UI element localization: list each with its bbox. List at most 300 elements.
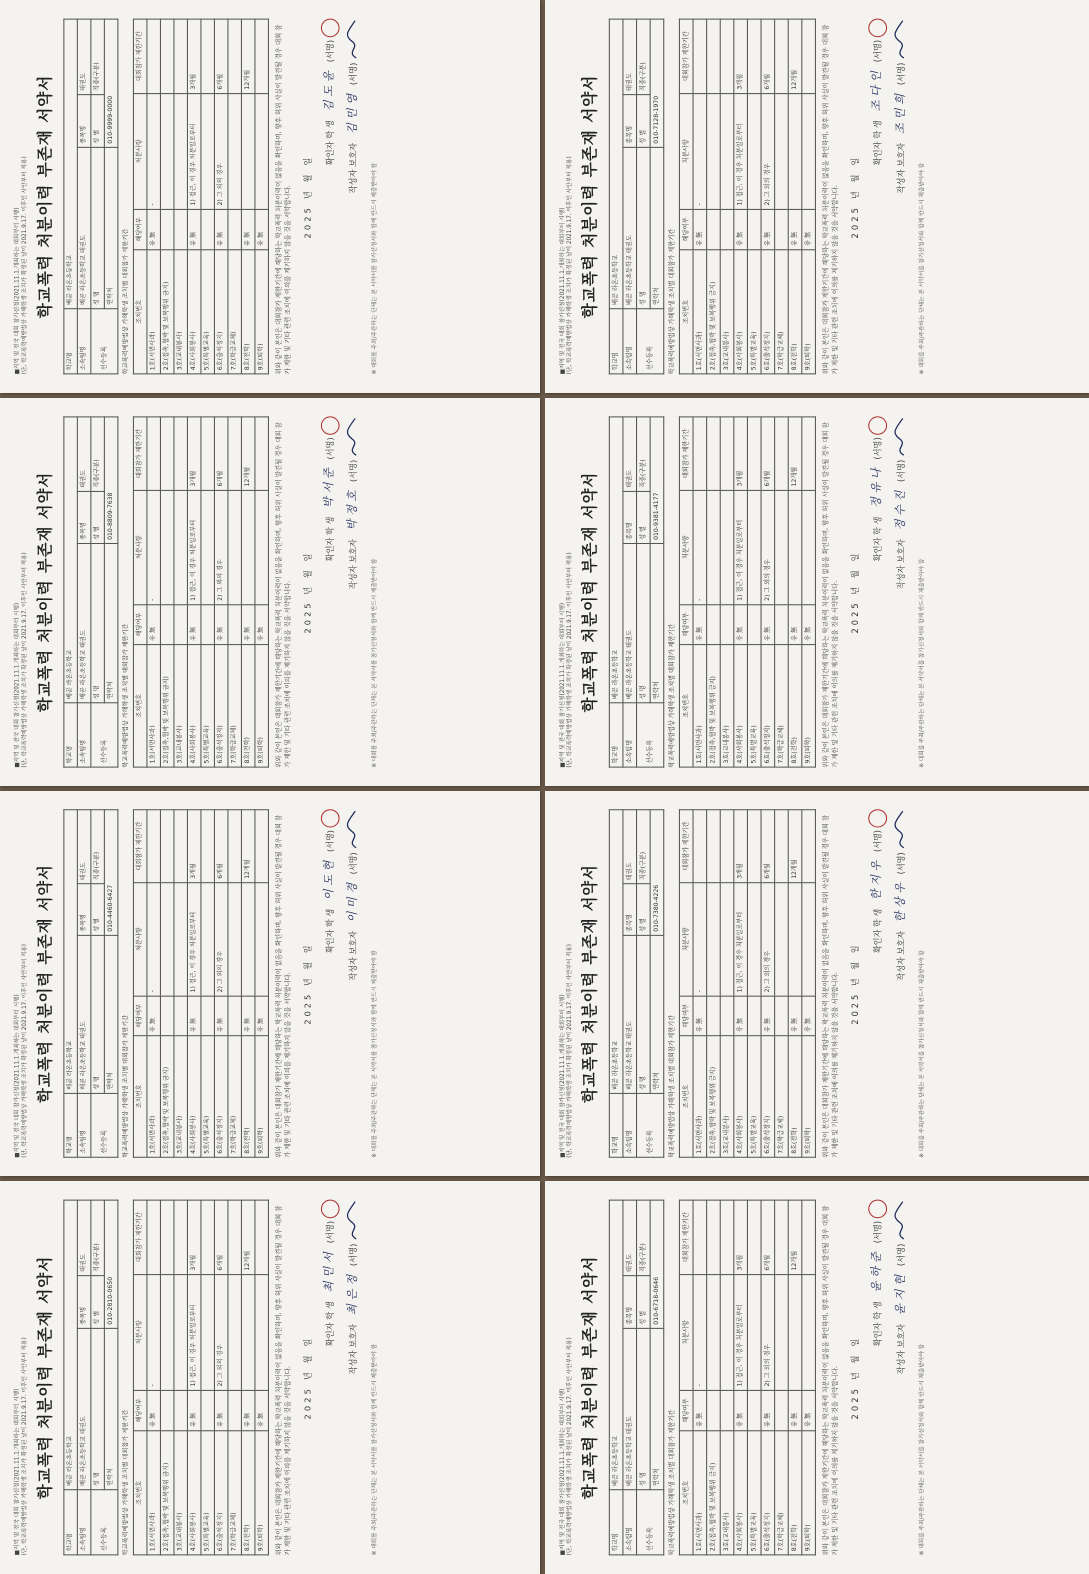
phone-label: 연락처 — [104, 147, 118, 308]
cell-limit — [707, 417, 721, 490]
date-line: 2025 년 월 일 — [303, 1335, 313, 1420]
notice-line-1: ■지역 및 전국 대회 참가신청(2021.11.1.개최하는 대회부터 시행) — [14, 994, 21, 1158]
pledge-document — [545, 791, 1089, 1176]
cell-limit — [174, 417, 188, 490]
paper-sheet — [545, 398, 1089, 786]
gender-label: 성 별 — [637, 1276, 651, 1329]
school-label: 학교명 — [64, 1093, 78, 1157]
cell-rule: 1) 접근, 이 경우 처분일로부터 — [734, 1274, 748, 1390]
cell-limit: 12개월 — [242, 417, 256, 490]
cell-rule — [174, 93, 188, 209]
notice-line-2: (단, 학교폭력예방법상 가해학생 조치가 확정된 날이 2021.9.17. 이후인 사안부터 적용) — [567, 552, 574, 768]
table-row — [734, 810, 748, 1158]
signature-stamp-icon — [868, 809, 887, 827]
date-line: 2025 년 월 일 — [850, 942, 860, 1025]
school-label: 학교명 — [64, 703, 78, 767]
cell-limit — [748, 1200, 762, 1274]
notice-top — [560, 19, 576, 375]
table-row — [761, 417, 775, 767]
guardian-label: 보호자 — [348, 142, 358, 167]
cell-measure: 4호(사회봉사) — [734, 644, 748, 767]
cell-rule — [748, 490, 762, 604]
footnote: ※ 대회를 주최/주관하는 단체는 본 서약서를 참가신청서와 함께 반드시 제출받아야 함 — [371, 950, 378, 1158]
section-header: 학교폭력예방법상 가해학생 조치별 대회참가 제한기간 — [122, 1409, 130, 1556]
cell-measure: 4호(사회봉사) — [734, 250, 748, 374]
student-name-handwritten: 이 도 현 — [322, 860, 336, 901]
phone-value: 010-9381-4177 — [650, 417, 664, 544]
cell-check — [775, 996, 789, 1036]
cell-rule — [161, 490, 175, 604]
cell-check: 유 無 — [188, 209, 202, 249]
cell-measure: 8호(전학) — [788, 644, 802, 767]
cell-check: 유 無 — [255, 209, 269, 249]
affiliation-label: 소속팀명 — [623, 703, 637, 767]
guardian-name-handwritten: 한 상 우 — [893, 882, 907, 923]
col-rule: 처분사항 — [680, 1274, 694, 1390]
cell-limit — [174, 1200, 188, 1274]
cell-rule — [228, 882, 242, 996]
student-info-table — [609, 19, 664, 375]
cell-rule — [201, 882, 215, 996]
cell-limit: 6개월 — [761, 1200, 775, 1274]
paper-sheet — [545, 791, 1089, 1176]
cell-limit: 12개월 — [242, 810, 256, 883]
affiliation-label: 소속팀명 — [623, 1093, 637, 1157]
cell-rule — [802, 1274, 816, 1390]
student-label: 학 생 — [872, 120, 883, 139]
event-value: 태권도 — [77, 810, 91, 884]
player-no-label: 선수등록 — [91, 1093, 118, 1157]
cell-rule — [775, 882, 789, 996]
cell-check — [707, 604, 721, 644]
player-no-label: 선수등록 — [637, 309, 664, 374]
cell-limit — [174, 19, 188, 93]
guardian-sign-row — [893, 19, 909, 375]
sign-label: (서명) — [325, 437, 335, 460]
guardian-name-handwritten: 최 은 정 — [345, 1274, 359, 1316]
phone-label: 연락처 — [104, 543, 118, 702]
school-label: 학교명 — [64, 1490, 78, 1555]
cell-limit — [775, 1200, 789, 1274]
cell-check: 유 無 — [802, 604, 816, 644]
cell-measure: 4호(사회봉사) — [188, 644, 202, 767]
table-row — [693, 1200, 707, 1555]
pledge-document — [0, 0, 540, 393]
table-row — [174, 19, 188, 374]
cell-rule: 2) 그 외의 경우 — [215, 93, 229, 209]
cell-measure: 4호(사회봉사) — [188, 1036, 202, 1158]
class-label: 직종(구분) — [637, 1200, 651, 1275]
guardian-sign-row — [893, 416, 909, 767]
cell-check: 유 無 — [734, 604, 748, 644]
table-row — [734, 417, 748, 767]
cell-rule: 1) 접근, 이 경우 처분일로부터 — [734, 93, 748, 209]
cell-rule — [720, 490, 734, 604]
table-row — [802, 1200, 816, 1555]
cell-measure: 7호(학급교체) — [228, 1036, 242, 1158]
student-name-handwritten: 박 서 준 — [322, 468, 336, 508]
phone-value: 010-9999-0000 — [104, 19, 118, 147]
pledge-document — [0, 791, 540, 1176]
sign-label: (서명) — [325, 39, 335, 63]
guardian-name-handwritten: 윤 지 현 — [893, 1274, 907, 1316]
cell-check — [161, 1390, 175, 1430]
writer-label: 작성자 — [896, 169, 906, 194]
date-line: 2025 년 월 일 — [303, 154, 313, 239]
cell-rule — [775, 93, 789, 209]
cell-check — [201, 209, 215, 249]
measures-table — [679, 19, 816, 375]
affiliation-value: 배곧 라온초등학교 태권도 — [77, 1328, 91, 1489]
guardian-label: 보호자 — [896, 539, 906, 563]
paper-sheet — [545, 1181, 1089, 1574]
cell-rule — [201, 490, 215, 604]
guardian-label: 보호자 — [896, 1323, 906, 1348]
phone-label: 연락처 — [650, 543, 664, 702]
rotated-content — [545, 791, 1089, 1176]
student-info-table — [63, 416, 118, 767]
notice-top — [560, 809, 576, 1158]
cell-check — [228, 1390, 242, 1430]
signature-scribble-icon — [894, 416, 909, 457]
section-header: 학교폭력예방법상 가해학생 조치별 대회참가 제한기간 — [668, 228, 676, 375]
sign-label-2: (서명) — [348, 62, 358, 86]
cell-measure: 5호(특별교육) — [201, 250, 215, 374]
table-row — [201, 417, 215, 767]
school-label: 학교명 — [609, 703, 623, 767]
cell-measure: 2호(접촉,협박 및 보복행위 금지) — [707, 644, 721, 767]
cell-measure: 8호(전학) — [242, 1431, 256, 1555]
cell-measure: 1호(서면사과) — [693, 1431, 707, 1555]
notice-line-2: (단, 학교폭력예방법상 가해학생 조치가 확정된 날이 2021.9.17. 이후인 사안부터 적용) — [567, 156, 574, 375]
student-label: 학 생 — [325, 516, 335, 536]
cell-limit — [228, 1200, 242, 1274]
writer-label: 작성자 — [348, 957, 358, 981]
guardian-sign-row — [345, 416, 360, 767]
cell-rule: - — [693, 93, 707, 209]
name-label: 성 명 — [91, 935, 105, 1093]
cell-rule — [720, 93, 734, 209]
table-row — [748, 810, 762, 1158]
cell-limit: 12개월 — [242, 1200, 256, 1274]
cell-rule: 2) 그 외의 경우 — [761, 882, 775, 996]
sign-label: (서명) — [872, 437, 883, 460]
cell-measure: 5호(특별교육) — [201, 644, 215, 767]
cell-rule: 1) 접근, 이 경우 처분일로부터 — [188, 490, 202, 604]
cell-measure: 3호(교내봉사) — [720, 1431, 734, 1555]
school-value: 배곧 라온초등학교 — [64, 1200, 78, 1489]
table-row — [188, 19, 202, 374]
notice-top — [15, 809, 30, 1158]
student-info-table — [63, 19, 118, 375]
confirm-label: 확인자 — [872, 141, 883, 166]
cell-limit — [147, 810, 161, 883]
table-row — [788, 417, 802, 767]
table-row — [255, 810, 269, 1158]
cell-rule: 2) 그 외의 경우 — [215, 490, 229, 604]
cell-measure: 1호(서면사과) — [693, 644, 707, 767]
cell-rule — [255, 93, 269, 209]
cell-rule: 1) 접근, 이 경우 처분일로부터 — [188, 882, 202, 996]
cell-rule — [802, 93, 816, 209]
col-measure: 조치번호 — [680, 1431, 694, 1555]
notice-line-1: ■지역 및 전국 대회 참가신청(2021.11.1.개최하는 대회부터 시행) — [14, 207, 21, 375]
measures-table — [133, 1200, 269, 1556]
table-row — [707, 1200, 721, 1555]
cell-check: 유 無 — [255, 1390, 269, 1430]
document-title: 학교폭력 처분이력 부존재 서약서 — [580, 864, 600, 1103]
footnote: ※ 대회를 주최/주관하는 단체는 본 서약서를 참가신청서와 함께 반드시 제출받아야 함 — [919, 1343, 926, 1556]
cell-limit — [775, 417, 789, 490]
sign-label: (서명) — [872, 39, 883, 63]
cell-rule — [242, 882, 256, 996]
footnote: ※ 대회를 주최/주관하는 단체는 본 서약서를 참가신청서와 함께 반드시 제출받아야 함 — [919, 558, 926, 768]
footnote: ※ 대회를 주최/주관하는 단체는 본 서약서를 참가신청서와 함께 반드시 제출받아야 함 — [919, 162, 926, 375]
pledge-document — [545, 1181, 1089, 1574]
phone-value: 010-4460-6427 — [104, 810, 118, 936]
school-label: 학교명 — [609, 1093, 623, 1157]
cell-measure: 5호(특별교육) — [748, 644, 762, 767]
cell-rule — [775, 490, 789, 604]
affiliation-label: 소속팀명 — [623, 309, 637, 374]
document-title: 학교폭력 처분이력 부존재 서약서 — [580, 74, 600, 319]
cell-measure: 3호(교내봉사) — [720, 250, 734, 374]
cell-check: 유 無 — [188, 1390, 202, 1430]
table-row — [201, 810, 215, 1158]
cell-check — [707, 1390, 721, 1430]
sign-label: (서명) — [325, 1220, 335, 1244]
table-row — [161, 1200, 175, 1555]
sign-label-2: (서명) — [348, 1243, 358, 1267]
col-limit: 대회참가 제한기간 — [680, 417, 694, 490]
cell-limit — [720, 810, 734, 883]
cell-measure: 6호(출석정지) — [215, 250, 229, 374]
cell-limit: 3개월 — [188, 810, 202, 883]
cell-measure: 9호(퇴학) — [802, 644, 816, 767]
event-value: 태권도 — [623, 810, 637, 884]
date-line: 2025 년 월 일 — [850, 1335, 860, 1420]
document-title: 학교폭력 처분이력 부존재 서약서 — [35, 1255, 54, 1500]
cell-rule: - — [693, 1274, 707, 1390]
cell-check: 유 無 — [788, 604, 802, 644]
sign-label: (서명) — [872, 830, 883, 853]
guardian-sign-row — [893, 809, 909, 1158]
class-label: 직종(구분) — [637, 417, 651, 491]
table-row — [255, 1200, 269, 1555]
rotated-content — [545, 1181, 1089, 1574]
student-info-table — [63, 1200, 118, 1556]
signature-stamp-icon — [321, 1200, 340, 1219]
student-label: 학 생 — [872, 1301, 883, 1320]
cell-check — [775, 209, 789, 249]
phone-value: 010-7128-1970 — [650, 19, 664, 147]
cell-limit: 12개월 — [788, 1200, 802, 1274]
sign-row — [321, 416, 340, 767]
cell-rule — [802, 882, 816, 996]
table-row — [775, 1200, 789, 1555]
player-no-label: 선수등록 — [637, 703, 664, 767]
event-value: 태권도 — [77, 19, 91, 94]
cell-measure: 8호(전학) — [242, 250, 256, 374]
cell-check — [748, 604, 762, 644]
cell-check — [201, 1390, 215, 1430]
cell-check — [720, 604, 734, 644]
affiliation-label: 소속팀명 — [77, 1093, 91, 1157]
player-no-label: 선수등록 — [91, 309, 118, 374]
cell-measure: 9호(퇴학) — [802, 1431, 816, 1555]
section-header: 학교폭력예방법상 가해학생 조치별 대회참가 제한기간 — [668, 1409, 676, 1556]
cell-rule: 2) 그 외의 경우 — [215, 1274, 229, 1390]
table-row — [693, 417, 707, 767]
cell-measure: 9호(퇴학) — [255, 644, 269, 767]
table-row — [228, 810, 242, 1158]
table-row — [147, 810, 161, 1158]
sign-row — [868, 19, 887, 375]
signature-scribble-icon — [346, 416, 361, 457]
footnote: ※ 대회를 주최/주관하는 단체는 본 서약서를 참가신청서와 함께 반드시 제출받아야 함 — [371, 162, 378, 375]
col-limit: 대회참가 제한기간 — [134, 19, 148, 93]
cell-measure: 3호(교내봉사) — [720, 644, 734, 767]
section-header: 학교폭력예방법상 가해학생 조치별 대회참가 제한기간 — [122, 228, 130, 375]
signature-scribble-icon — [894, 809, 909, 850]
student-label: 학 생 — [325, 1301, 335, 1320]
cell-check: 유 無 — [693, 1390, 707, 1430]
cell-check — [720, 996, 734, 1036]
cell-check: 유 無 — [693, 604, 707, 644]
cell-limit: 3개월 — [188, 1200, 202, 1274]
col-measure: 조치번호 — [134, 644, 148, 767]
guardian-label: 보호자 — [896, 142, 906, 167]
cell-check: 유 無 — [788, 209, 802, 249]
col-check: 해당여부 — [134, 604, 148, 644]
cell-rule: - — [693, 490, 707, 604]
cell-check: 유 無 — [147, 209, 161, 249]
cell-measure: 6호(출석정지) — [761, 1036, 775, 1158]
cell-check — [228, 209, 242, 249]
section-header: 학교폭력예방법상 가해학생 조치별 대회참가 제한기간 — [122, 1014, 130, 1158]
cell-measure: 7호(학급교체) — [775, 644, 789, 767]
event-label: 종목명 — [623, 491, 637, 543]
cell-measure: 7호(학급교체) — [228, 644, 242, 767]
student-name-handwritten: 최 민 서 — [322, 1252, 336, 1293]
cell-measure: 6호(출석정지) — [215, 1036, 229, 1158]
cell-limit — [228, 19, 242, 93]
cell-check — [174, 209, 188, 249]
cell-measure: 2호(접촉,협박 및 보복행위 금지) — [161, 1036, 175, 1158]
confirm-label: 확인자 — [325, 929, 335, 954]
cell-measure: 7호(학급교체) — [228, 1431, 242, 1555]
cell-check: 유 無 — [761, 209, 775, 249]
event-label: 종목명 — [77, 491, 91, 543]
cell-check — [228, 604, 242, 644]
cell-measure: 7호(학급교체) — [228, 250, 242, 374]
student-info-table — [609, 416, 664, 767]
guardian-name-handwritten: 정 수 진 — [893, 490, 907, 531]
section-header: 학교폭력예방법상 가해학생 조치별 대회참가 제한기간 — [668, 1014, 676, 1158]
table-row — [174, 810, 188, 1158]
cell-measure: 6호(출석정지) — [215, 1431, 229, 1555]
confirm-label: 확인자 — [325, 1322, 335, 1347]
cell-check — [748, 996, 762, 1036]
cell-measure: 1호(서면사과) — [147, 1431, 161, 1555]
measures-table — [679, 809, 816, 1158]
class-label: 직종(구분) — [91, 417, 105, 491]
date-line: 2025 년 월 일 — [850, 550, 860, 634]
affiliation-value: 배곧 라온초등학교 태권도 — [77, 147, 91, 308]
notice-line-1: ■지역 및 전국 대회 참가신청(2021.11.1.개최하는 대회부터 시행) — [559, 994, 566, 1158]
pledge-text: 위와 같이 본인은 대회참가 제한기간에 해당하는 학교폭력 처분이력이 없음을 확인하며, 향후 허위 사실이 발견될 경우 대회 참가 제한 및 기타 관련 조치에 이의를 제기하지 않을 것을 서약합니다. — [275, 1205, 292, 1556]
cell-measure: 4호(사회봉사) — [188, 250, 202, 374]
cell-measure: 8호(전학) — [788, 1036, 802, 1158]
cell-limit — [161, 19, 175, 93]
cell-rule — [161, 93, 175, 209]
guardian-name-handwritten: 박 정 호 — [345, 490, 359, 531]
table-row — [775, 417, 789, 767]
class-label: 직종(구분) — [91, 19, 105, 94]
writer-label: 작성자 — [348, 1350, 358, 1375]
table-row — [720, 417, 734, 767]
cell-measure: 9호(퇴학) — [802, 1036, 816, 1158]
col-measure: 조치번호 — [134, 1431, 148, 1555]
school-value: 배곧 라온초등학교 — [64, 417, 78, 703]
cell-rule: 1) 접근, 이 경우 처분일로부터 — [734, 490, 748, 604]
cell-limit — [802, 417, 816, 490]
document-title: 학교폭력 처분이력 부존재 서약서 — [35, 471, 54, 713]
table-row — [188, 417, 202, 767]
cell-measure: 7호(학급교체) — [775, 1036, 789, 1158]
gender-label: 성 별 — [637, 491, 651, 543]
notice-top — [560, 1200, 576, 1556]
pledge-text: 위와 같이 본인은 대회참가 제한기간에 해당하는 학교폭력 처분이력이 없음을 확인하며, 향후 허위 사실이 발견될 경우 대회 참가 제한 및 기타 관련 조치에 이의를 제기하지 않을 것을 서약합니다. — [275, 815, 292, 1158]
cell-limit — [802, 1200, 816, 1274]
class-label: 직종(구분) — [637, 810, 651, 884]
school-value: 배곧 라온초등학교 — [64, 810, 78, 1094]
col-measure: 조치번호 — [134, 250, 148, 374]
cell-rule — [174, 1274, 188, 1390]
table-row — [720, 810, 734, 1158]
cell-measure: 8호(전학) — [242, 644, 256, 767]
guardian-label: 보호자 — [348, 539, 358, 563]
table-row — [161, 417, 175, 767]
footnote: ※ 대회를 주최/주관하는 단체는 본 서약서를 참가신청서와 함께 반드시 제출받아야 함 — [371, 1343, 378, 1556]
notice-line-1: ■지역 및 전국 대회 참가신청(2021.11.1.개최하는 대회부터 시행) — [14, 602, 21, 768]
table-row — [215, 1200, 229, 1555]
cell-limit — [174, 810, 188, 883]
table-row — [788, 1200, 802, 1555]
cell-limit: 3개월 — [734, 417, 748, 490]
event-value: 태권도 — [623, 1200, 637, 1275]
col-rule: 처분사항 — [134, 490, 148, 604]
phone-value: 010-7380-4226 — [650, 810, 664, 936]
cell-limit: 12개월 — [788, 417, 802, 490]
cell-measure: 3호(교내봉사) — [174, 250, 188, 374]
table-row — [693, 19, 707, 374]
cell-check — [775, 1390, 789, 1430]
cell-limit: 6개월 — [215, 810, 229, 883]
writer-label: 작성자 — [896, 1350, 906, 1375]
cell-limit — [201, 1200, 215, 1274]
cell-measure: 5호(특별교육) — [748, 250, 762, 374]
sign-row — [868, 416, 887, 767]
date-line: 2025 년 월 일 — [303, 550, 313, 634]
name-label: 성 명 — [91, 1328, 105, 1489]
cell-limit: 3개월 — [188, 417, 202, 490]
section-header: 학교폭력예방법상 가해학생 조치별 대회참가 제한기간 — [668, 623, 676, 768]
sign-label-2: (서명) — [896, 62, 906, 86]
cell-measure: 2호(접촉,협박 및 보복행위 금지) — [707, 1036, 721, 1158]
cell-limit: 12개월 — [788, 810, 802, 883]
cell-limit: 3개월 — [188, 19, 202, 93]
